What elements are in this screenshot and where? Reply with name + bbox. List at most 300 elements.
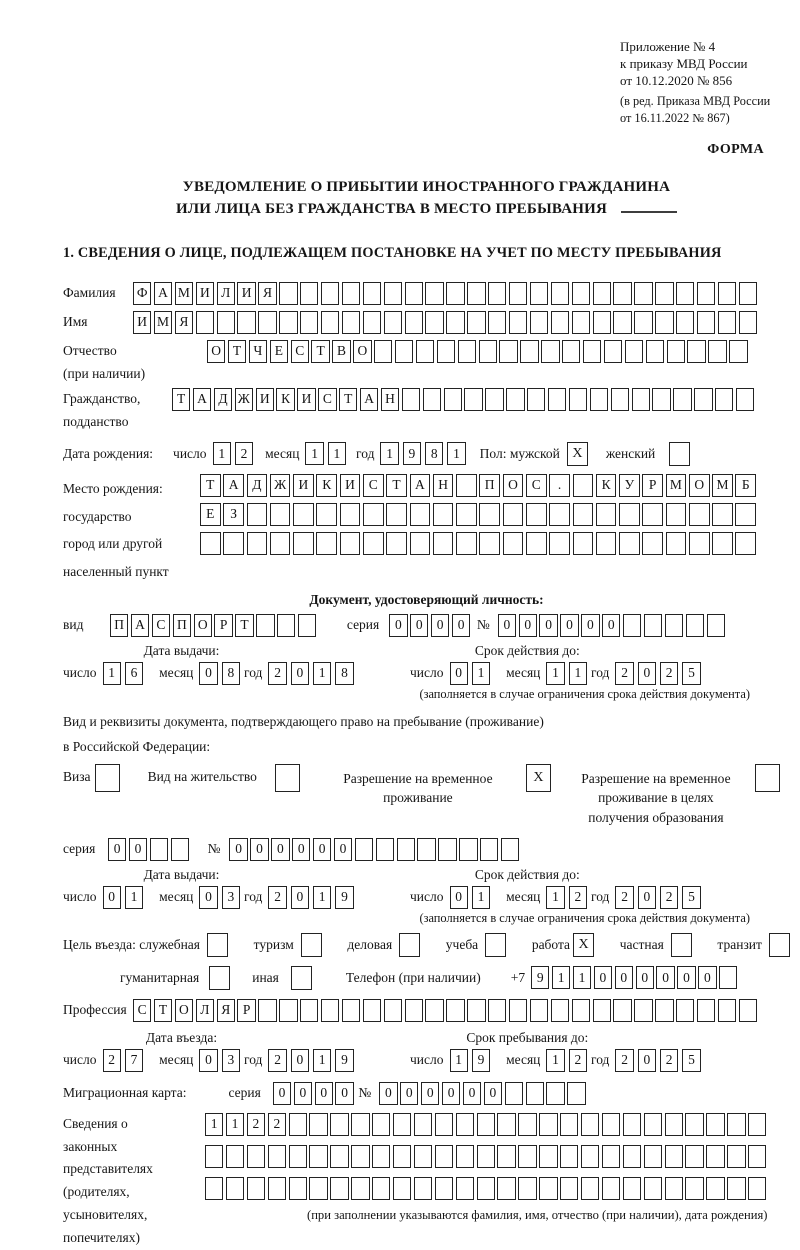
- purpose-work-checkbox[interactable]: X: [573, 933, 594, 957]
- char-cell[interactable]: Т: [200, 474, 221, 497]
- char-cell[interactable]: А: [410, 474, 431, 497]
- char-cell[interactable]: М: [712, 474, 733, 497]
- char-cell[interactable]: [644, 1177, 662, 1200]
- char-cell[interactable]: [384, 999, 402, 1022]
- char-cell[interactable]: [316, 503, 337, 526]
- char-cell[interactable]: 0: [450, 886, 468, 909]
- char-cell[interactable]: 2: [268, 1113, 286, 1136]
- purpose-business-checkbox[interactable]: [399, 933, 420, 957]
- char-cell[interactable]: [518, 1145, 536, 1168]
- char-cell[interactable]: 2: [268, 662, 286, 685]
- char-cell[interactable]: О: [503, 474, 524, 497]
- char-cell[interactable]: [686, 614, 704, 637]
- char-cell[interactable]: [456, 1145, 474, 1168]
- char-cell[interactable]: С: [318, 388, 336, 411]
- char-cell[interactable]: [613, 999, 631, 1022]
- char-cell[interactable]: [414, 1113, 432, 1136]
- char-cell[interactable]: 0: [199, 662, 217, 685]
- char-cell[interactable]: С: [152, 614, 170, 637]
- char-cell[interactable]: [410, 532, 431, 555]
- char-cell[interactable]: 2: [660, 1049, 678, 1072]
- char-cell[interactable]: [479, 340, 497, 363]
- char-cell[interactable]: [604, 340, 622, 363]
- char-cell[interactable]: К: [316, 474, 337, 497]
- char-cell[interactable]: [634, 282, 652, 305]
- char-cell[interactable]: Я: [258, 282, 276, 305]
- char-cell[interactable]: [405, 999, 423, 1022]
- char-cell[interactable]: [642, 503, 663, 526]
- char-cell[interactable]: 1: [569, 662, 587, 685]
- char-cell[interactable]: [435, 1177, 453, 1200]
- char-cell[interactable]: 0: [291, 886, 309, 909]
- char-cell[interactable]: [342, 311, 360, 334]
- char-cell[interactable]: О: [207, 340, 225, 363]
- char-cell[interactable]: 0: [410, 614, 428, 637]
- char-cell[interactable]: 0: [638, 886, 656, 909]
- char-cell[interactable]: [551, 282, 569, 305]
- char-cell[interactable]: 2: [660, 886, 678, 909]
- char-cell[interactable]: [171, 838, 189, 861]
- char-cell[interactable]: [456, 503, 477, 526]
- char-cell[interactable]: Л: [196, 999, 214, 1022]
- char-cell[interactable]: [309, 1113, 327, 1136]
- char-cell[interactable]: [567, 1082, 585, 1105]
- char-cell[interactable]: 2: [235, 442, 253, 465]
- char-cell[interactable]: 0: [421, 1082, 439, 1105]
- char-cell[interactable]: [573, 474, 594, 497]
- char-cell[interactable]: [685, 1145, 703, 1168]
- char-cell[interactable]: 0: [229, 838, 247, 861]
- char-cell[interactable]: [602, 1113, 620, 1136]
- char-cell[interactable]: [384, 282, 402, 305]
- char-cell[interactable]: [497, 1177, 515, 1200]
- char-cell[interactable]: [560, 1113, 578, 1136]
- char-cell[interactable]: [665, 1145, 683, 1168]
- char-cell[interactable]: 0: [129, 838, 147, 861]
- char-cell[interactable]: [632, 388, 650, 411]
- purpose-transit-checkbox[interactable]: [769, 933, 790, 957]
- char-cell[interactable]: 1: [552, 966, 570, 989]
- char-cell[interactable]: 0: [313, 838, 331, 861]
- char-cell[interactable]: [697, 311, 715, 334]
- char-cell[interactable]: И: [256, 388, 274, 411]
- char-cell[interactable]: [321, 311, 339, 334]
- char-cell[interactable]: А: [154, 282, 172, 305]
- char-cell[interactable]: [355, 838, 373, 861]
- char-cell[interactable]: [718, 999, 736, 1022]
- char-cell[interactable]: [520, 340, 538, 363]
- char-cell[interactable]: [205, 1145, 223, 1168]
- char-cell[interactable]: 0: [335, 1082, 353, 1105]
- char-cell[interactable]: [279, 282, 297, 305]
- char-cell[interactable]: [644, 1113, 662, 1136]
- char-cell[interactable]: [438, 838, 456, 861]
- char-cell[interactable]: [581, 1177, 599, 1200]
- char-cell[interactable]: М: [154, 311, 172, 334]
- char-cell[interactable]: К: [276, 388, 294, 411]
- char-cell[interactable]: 1: [205, 1113, 223, 1136]
- char-cell[interactable]: [351, 1145, 369, 1168]
- char-cell[interactable]: [655, 999, 673, 1022]
- char-cell[interactable]: [456, 474, 477, 497]
- char-cell[interactable]: [217, 311, 235, 334]
- char-cell[interactable]: 0: [452, 614, 470, 637]
- char-cell[interactable]: [414, 1145, 432, 1168]
- char-cell[interactable]: [351, 1113, 369, 1136]
- char-cell[interactable]: [300, 999, 318, 1022]
- sex-male-checkbox[interactable]: X: [567, 442, 588, 466]
- char-cell[interactable]: [697, 282, 715, 305]
- char-cell[interactable]: 2: [615, 886, 633, 909]
- char-cell[interactable]: О: [689, 474, 710, 497]
- char-cell[interactable]: [477, 1113, 495, 1136]
- char-cell[interactable]: [676, 311, 694, 334]
- char-cell[interactable]: [393, 1145, 411, 1168]
- char-cell[interactable]: [569, 388, 587, 411]
- char-cell[interactable]: Д: [247, 474, 268, 497]
- char-cell[interactable]: Б: [735, 474, 756, 497]
- char-cell[interactable]: [479, 503, 500, 526]
- char-cell[interactable]: [549, 532, 570, 555]
- char-cell[interactable]: 0: [677, 966, 695, 989]
- char-cell[interactable]: С: [363, 474, 384, 497]
- char-cell[interactable]: Т: [154, 999, 172, 1022]
- char-cell[interactable]: 0: [250, 838, 268, 861]
- char-cell[interactable]: [549, 503, 570, 526]
- char-cell[interactable]: [526, 1082, 544, 1105]
- char-cell[interactable]: [247, 532, 268, 555]
- char-cell[interactable]: Т: [172, 388, 190, 411]
- char-cell[interactable]: [330, 1145, 348, 1168]
- char-cell[interactable]: .: [549, 474, 570, 497]
- char-cell[interactable]: [541, 340, 559, 363]
- char-cell[interactable]: 0: [602, 614, 620, 637]
- char-cell[interactable]: 0: [560, 614, 578, 637]
- char-cell[interactable]: Ф: [133, 282, 151, 305]
- char-cell[interactable]: 9: [531, 966, 549, 989]
- char-cell[interactable]: [289, 1113, 307, 1136]
- education-permit-checkbox[interactable]: [755, 764, 780, 792]
- char-cell[interactable]: 0: [638, 662, 656, 685]
- char-cell[interactable]: Н: [433, 474, 454, 497]
- char-cell[interactable]: 0: [400, 1082, 418, 1105]
- char-cell[interactable]: [689, 503, 710, 526]
- char-cell[interactable]: 5: [682, 886, 700, 909]
- char-cell[interactable]: [372, 1145, 390, 1168]
- char-cell[interactable]: [395, 340, 413, 363]
- purpose-humanitarian-checkbox[interactable]: [209, 966, 230, 990]
- char-cell[interactable]: [562, 340, 580, 363]
- char-cell[interactable]: 2: [615, 662, 633, 685]
- char-cell[interactable]: 5: [682, 662, 700, 685]
- char-cell[interactable]: [602, 1177, 620, 1200]
- char-cell[interactable]: [718, 282, 736, 305]
- char-cell[interactable]: 0: [498, 614, 516, 637]
- char-cell[interactable]: [572, 311, 590, 334]
- char-cell[interactable]: [706, 1113, 724, 1136]
- char-cell[interactable]: [729, 340, 747, 363]
- char-cell[interactable]: 8: [425, 442, 443, 465]
- char-cell[interactable]: 1: [546, 662, 564, 685]
- char-cell[interactable]: [435, 1145, 453, 1168]
- char-cell[interactable]: [652, 388, 670, 411]
- char-cell[interactable]: [247, 1145, 265, 1168]
- char-cell[interactable]: Т: [386, 474, 407, 497]
- visa-checkbox[interactable]: [95, 764, 120, 792]
- char-cell[interactable]: 0: [389, 614, 407, 637]
- char-cell[interactable]: 9: [403, 442, 421, 465]
- char-cell[interactable]: [748, 1177, 766, 1200]
- char-cell[interactable]: [560, 1177, 578, 1200]
- char-cell[interactable]: [446, 282, 464, 305]
- purpose-tourism-checkbox[interactable]: [301, 933, 322, 957]
- char-cell[interactable]: 0: [315, 1082, 333, 1105]
- char-cell[interactable]: [256, 614, 274, 637]
- char-cell[interactable]: [708, 340, 726, 363]
- char-cell[interactable]: [458, 340, 476, 363]
- char-cell[interactable]: [583, 340, 601, 363]
- char-cell[interactable]: Ж: [235, 388, 253, 411]
- char-cell[interactable]: [446, 999, 464, 1022]
- char-cell[interactable]: [623, 1113, 641, 1136]
- char-cell[interactable]: Я: [217, 999, 235, 1022]
- char-cell[interactable]: [397, 838, 415, 861]
- char-cell[interactable]: Т: [311, 340, 329, 363]
- char-cell[interactable]: [330, 1177, 348, 1200]
- char-cell[interactable]: [572, 282, 590, 305]
- char-cell[interactable]: 1: [226, 1113, 244, 1136]
- char-cell[interactable]: [374, 340, 392, 363]
- char-cell[interactable]: 9: [335, 886, 353, 909]
- char-cell[interactable]: [488, 999, 506, 1022]
- char-cell[interactable]: [505, 1082, 523, 1105]
- char-cell[interactable]: [456, 1113, 474, 1136]
- char-cell[interactable]: [309, 1145, 327, 1168]
- char-cell[interactable]: [634, 311, 652, 334]
- char-cell[interactable]: [676, 282, 694, 305]
- char-cell[interactable]: [551, 999, 569, 1022]
- char-cell[interactable]: К: [596, 474, 617, 497]
- char-cell[interactable]: [748, 1145, 766, 1168]
- char-cell[interactable]: М: [666, 474, 687, 497]
- char-cell[interactable]: 0: [581, 614, 599, 637]
- char-cell[interactable]: 3: [222, 1049, 240, 1072]
- char-cell[interactable]: [425, 282, 443, 305]
- char-cell[interactable]: [665, 1113, 683, 1136]
- char-cell[interactable]: [467, 999, 485, 1022]
- char-cell[interactable]: [644, 614, 662, 637]
- char-cell[interactable]: 1: [313, 662, 331, 685]
- char-cell[interactable]: [499, 340, 517, 363]
- char-cell[interactable]: [321, 282, 339, 305]
- char-cell[interactable]: 0: [539, 614, 557, 637]
- char-cell[interactable]: Ч: [249, 340, 267, 363]
- char-cell[interactable]: [735, 503, 756, 526]
- char-cell[interactable]: [293, 503, 314, 526]
- char-cell[interactable]: [551, 311, 569, 334]
- char-cell[interactable]: [444, 388, 462, 411]
- char-cell[interactable]: [694, 388, 712, 411]
- char-cell[interactable]: [417, 838, 435, 861]
- char-cell[interactable]: [363, 311, 381, 334]
- char-cell[interactable]: Р: [237, 999, 255, 1022]
- char-cell[interactable]: [572, 999, 590, 1022]
- char-cell[interactable]: Р: [214, 614, 232, 637]
- char-cell[interactable]: [596, 503, 617, 526]
- purpose-study-checkbox[interactable]: [485, 933, 506, 957]
- char-cell[interactable]: [689, 532, 710, 555]
- char-cell[interactable]: Т: [339, 388, 357, 411]
- char-cell[interactable]: [530, 999, 548, 1022]
- char-cell[interactable]: А: [131, 614, 149, 637]
- char-cell[interactable]: 1: [103, 662, 121, 685]
- char-cell[interactable]: [509, 999, 527, 1022]
- char-cell[interactable]: [655, 311, 673, 334]
- char-cell[interactable]: [372, 1113, 390, 1136]
- char-cell[interactable]: С: [133, 999, 151, 1022]
- char-cell[interactable]: [509, 282, 527, 305]
- char-cell[interactable]: 0: [103, 886, 121, 909]
- char-cell[interactable]: 1: [328, 442, 346, 465]
- char-cell[interactable]: А: [223, 474, 244, 497]
- char-cell[interactable]: [646, 340, 664, 363]
- char-cell[interactable]: [393, 1177, 411, 1200]
- char-cell[interactable]: [667, 340, 685, 363]
- char-cell[interactable]: [456, 1177, 474, 1200]
- char-cell[interactable]: С: [526, 474, 547, 497]
- char-cell[interactable]: 2: [615, 1049, 633, 1072]
- char-cell[interactable]: [425, 999, 443, 1022]
- char-cell[interactable]: [642, 532, 663, 555]
- char-cell[interactable]: 0: [199, 1049, 217, 1072]
- char-cell[interactable]: [376, 838, 394, 861]
- char-cell[interactable]: [479, 532, 500, 555]
- char-cell[interactable]: [279, 999, 297, 1022]
- char-cell[interactable]: [596, 532, 617, 555]
- char-cell[interactable]: 0: [615, 966, 633, 989]
- char-cell[interactable]: 3: [222, 886, 240, 909]
- char-cell[interactable]: 0: [463, 1082, 481, 1105]
- char-cell[interactable]: У: [619, 474, 640, 497]
- char-cell[interactable]: 0: [656, 966, 674, 989]
- char-cell[interactable]: [467, 311, 485, 334]
- char-cell[interactable]: И: [237, 282, 255, 305]
- char-cell[interactable]: [539, 1177, 557, 1200]
- char-cell[interactable]: [718, 311, 736, 334]
- char-cell[interactable]: 0: [636, 966, 654, 989]
- char-cell[interactable]: [316, 532, 337, 555]
- char-cell[interactable]: [340, 532, 361, 555]
- char-cell[interactable]: [530, 311, 548, 334]
- temp-permit-checkbox[interactable]: X: [526, 764, 551, 792]
- char-cell[interactable]: [518, 1177, 536, 1200]
- char-cell[interactable]: 0: [199, 886, 217, 909]
- char-cell[interactable]: [619, 532, 640, 555]
- char-cell[interactable]: 0: [334, 838, 352, 861]
- char-cell[interactable]: [613, 311, 631, 334]
- char-cell[interactable]: [739, 311, 757, 334]
- char-cell[interactable]: [526, 503, 547, 526]
- char-cell[interactable]: [425, 311, 443, 334]
- char-cell[interactable]: [665, 1177, 683, 1200]
- char-cell[interactable]: [666, 532, 687, 555]
- char-cell[interactable]: [289, 1145, 307, 1168]
- char-cell[interactable]: [464, 388, 482, 411]
- char-cell[interactable]: [506, 388, 524, 411]
- char-cell[interactable]: [727, 1145, 745, 1168]
- char-cell[interactable]: [634, 999, 652, 1022]
- char-cell[interactable]: [539, 1145, 557, 1168]
- char-cell[interactable]: [386, 532, 407, 555]
- char-cell[interactable]: [613, 282, 631, 305]
- char-cell[interactable]: 5: [682, 1049, 700, 1072]
- purpose-official-checkbox[interactable]: [207, 933, 228, 957]
- char-cell[interactable]: [363, 532, 384, 555]
- char-cell[interactable]: И: [196, 282, 214, 305]
- char-cell[interactable]: И: [297, 388, 315, 411]
- char-cell[interactable]: [715, 388, 733, 411]
- char-cell[interactable]: 1: [313, 886, 331, 909]
- char-cell[interactable]: [435, 1113, 453, 1136]
- char-cell[interactable]: 2: [268, 886, 286, 909]
- char-cell[interactable]: [687, 340, 705, 363]
- char-cell[interactable]: [590, 388, 608, 411]
- char-cell[interactable]: [712, 503, 733, 526]
- char-cell[interactable]: 0: [519, 614, 537, 637]
- char-cell[interactable]: З: [223, 503, 244, 526]
- char-cell[interactable]: [384, 311, 402, 334]
- char-cell[interactable]: Д: [214, 388, 232, 411]
- char-cell[interactable]: [719, 966, 737, 989]
- char-cell[interactable]: 0: [484, 1082, 502, 1105]
- char-cell[interactable]: [226, 1177, 244, 1200]
- char-cell[interactable]: [300, 282, 318, 305]
- char-cell[interactable]: [247, 1177, 265, 1200]
- char-cell[interactable]: [205, 1177, 223, 1200]
- char-cell[interactable]: [623, 1145, 641, 1168]
- char-cell[interactable]: И: [340, 474, 361, 497]
- char-cell[interactable]: 1: [213, 442, 231, 465]
- char-cell[interactable]: [268, 1145, 286, 1168]
- char-cell[interactable]: [237, 311, 255, 334]
- char-cell[interactable]: Н: [381, 388, 399, 411]
- char-cell[interactable]: [673, 388, 691, 411]
- char-cell[interactable]: Л: [217, 282, 235, 305]
- char-cell[interactable]: [433, 532, 454, 555]
- char-cell[interactable]: М: [175, 282, 193, 305]
- char-cell[interactable]: [300, 311, 318, 334]
- char-cell[interactable]: 1: [313, 1049, 331, 1072]
- char-cell[interactable]: [685, 1177, 703, 1200]
- char-cell[interactable]: О: [194, 614, 212, 637]
- char-cell[interactable]: [581, 1113, 599, 1136]
- char-cell[interactable]: [581, 1145, 599, 1168]
- char-cell[interactable]: [279, 311, 297, 334]
- char-cell[interactable]: 0: [292, 838, 310, 861]
- char-cell[interactable]: [707, 614, 725, 637]
- char-cell[interactable]: Р: [642, 474, 663, 497]
- char-cell[interactable]: [480, 838, 498, 861]
- char-cell[interactable]: 1: [305, 442, 323, 465]
- char-cell[interactable]: [712, 532, 733, 555]
- char-cell[interactable]: [593, 282, 611, 305]
- char-cell[interactable]: [405, 282, 423, 305]
- char-cell[interactable]: [363, 282, 381, 305]
- char-cell[interactable]: [573, 503, 594, 526]
- char-cell[interactable]: [363, 503, 384, 526]
- char-cell[interactable]: [393, 1113, 411, 1136]
- char-cell[interactable]: 1: [450, 1049, 468, 1072]
